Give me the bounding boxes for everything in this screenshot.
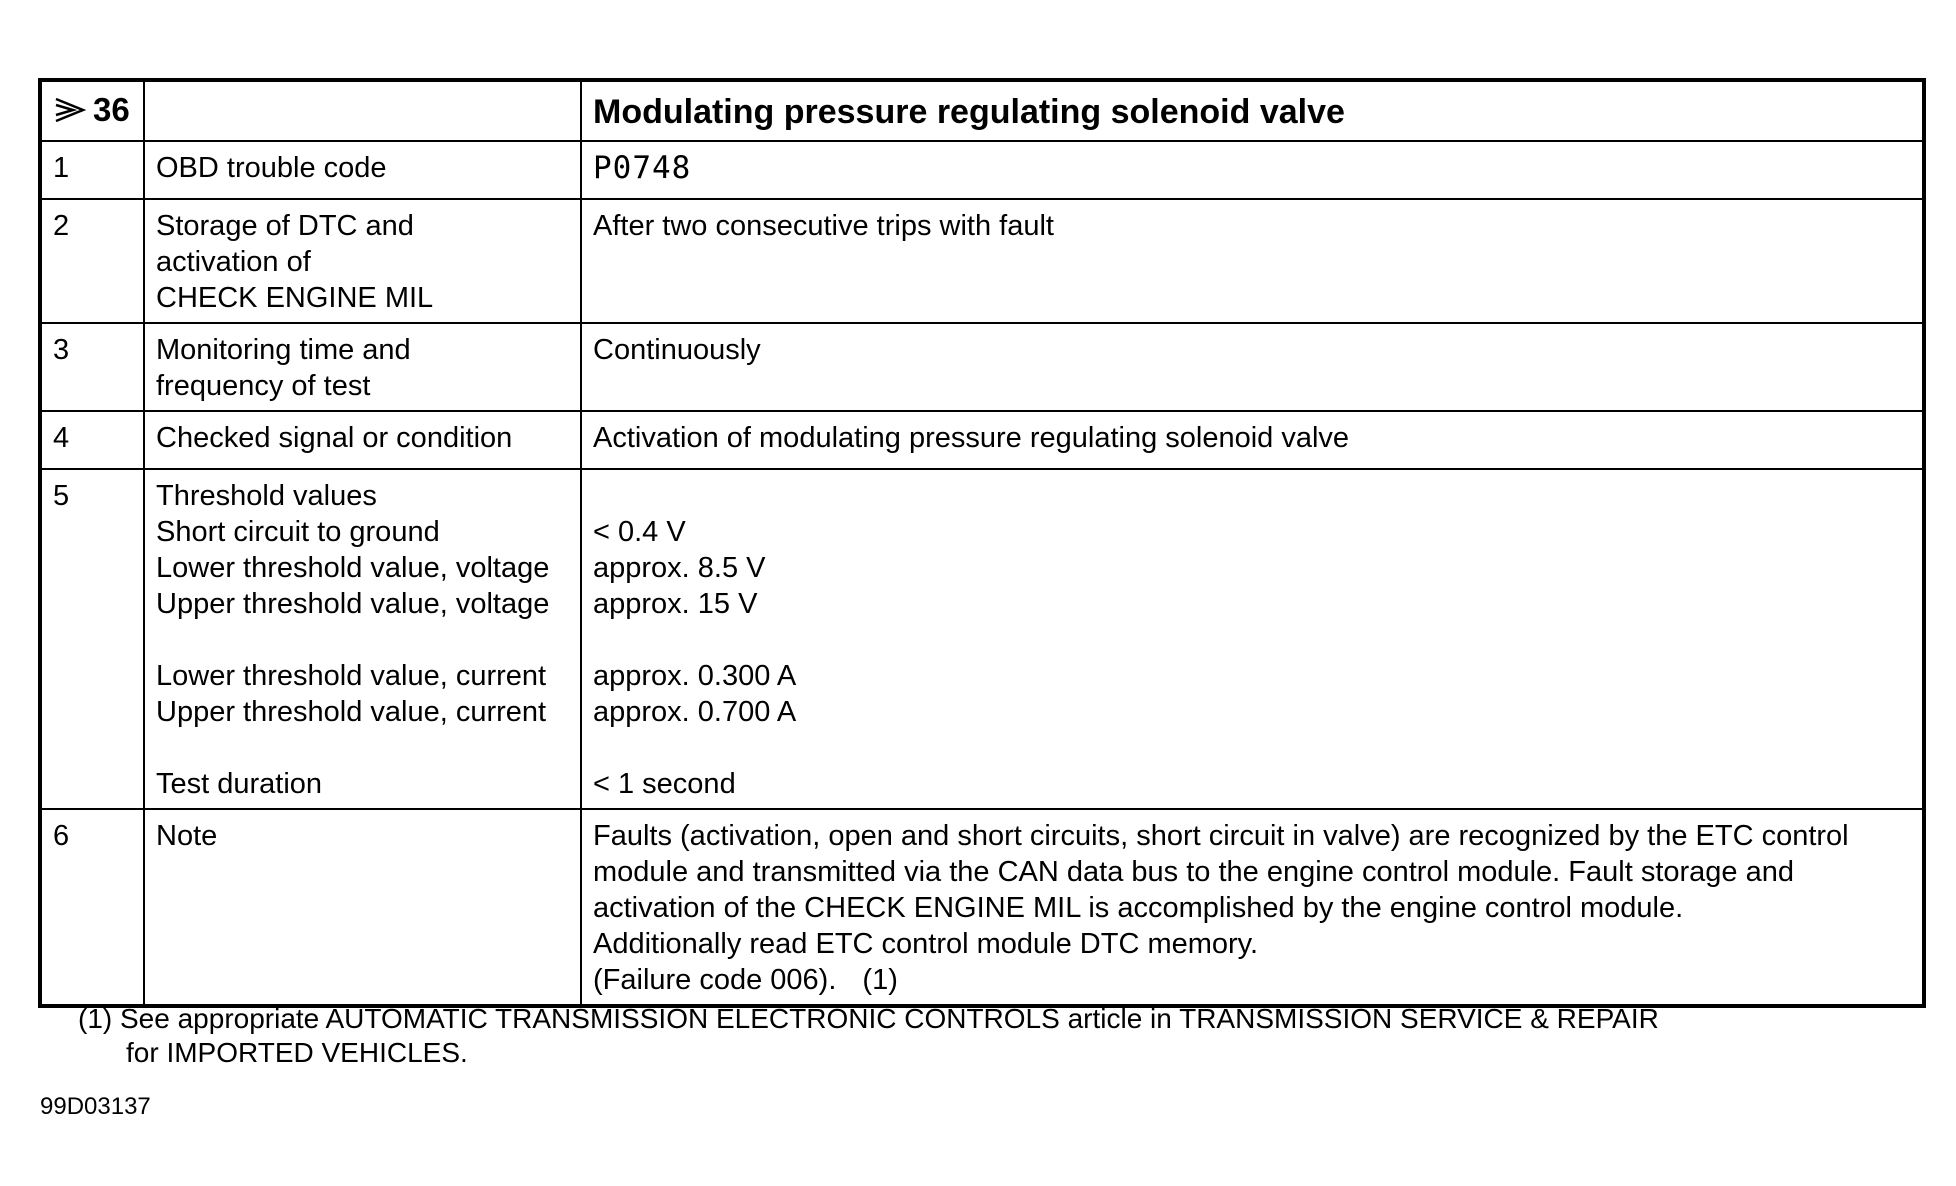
footnote-reference: (1) xyxy=(862,964,898,996)
header-title-cell xyxy=(581,80,1924,141)
obd-trouble-code: P0748 xyxy=(593,150,692,186)
row-number: 1 xyxy=(40,141,144,199)
header-empty-cell xyxy=(144,80,581,141)
row-label: OBD trouble code xyxy=(144,141,581,199)
row-value: After two consecutive trips with fault xyxy=(581,199,1924,323)
row-number: 2 xyxy=(40,199,144,323)
table-header-row xyxy=(40,80,1924,141)
row-number: 4 xyxy=(40,411,144,469)
row-value: < 0.4 V approx. 8.5 V approx. 15 V approx. 0.300 A approx. 0.700 A < 1 second xyxy=(581,469,1924,809)
header-number-cell xyxy=(40,80,144,141)
table-row xyxy=(40,809,1924,1006)
double-chevron-right-icon xyxy=(53,95,89,125)
table-row xyxy=(40,323,1924,411)
row-label: Storage of DTC and activation of CHECK ENGINE MIL xyxy=(144,199,581,323)
row-value xyxy=(581,141,1924,199)
row-value: Activation of modulating pressure regulating solenoid valve xyxy=(581,411,1924,469)
page-title: Modulating pressure regulating solenoid valve xyxy=(593,93,1345,131)
header-number: 36 xyxy=(93,91,130,128)
failure-code: (Failure code 006). xyxy=(593,964,837,996)
table-row xyxy=(40,469,1924,809)
row-label: Threshold values Short circuit to ground Lower threshold value, voltage Upper threshold value, voltage Lower threshold value, current Upper threshold value, current Test duration xyxy=(144,469,581,809)
row-number: 3 xyxy=(40,323,144,411)
row-value: Faults (activation, open and short circuits, short circuit in valve) are recognized by the ETC control module and transmitted via the CAN data bus to the engine control module. Fault storage and activation of the CHECK ENGINE MIL is accomplished by the engine control module. Additionally read ETC control module DTC memory. (Failure code 006). (1) xyxy=(581,809,1924,1006)
figure-id: 99D03137 xyxy=(40,1093,151,1120)
row-label: Checked signal or condition xyxy=(144,411,581,469)
row-label: Note xyxy=(144,809,581,1006)
table-row xyxy=(40,199,1924,323)
diagnostic-spec-table xyxy=(38,78,1926,1008)
row-number: 6 xyxy=(40,809,144,1006)
row-value: Continuously xyxy=(581,323,1924,411)
footnote: (1) See appropriate AUTOMATIC TRANSMISSION ELECTRONIC CONTROLS article in TRANSMISSION SERVICE & REPAIR for IMPORTED VEHICLES. xyxy=(78,1003,1659,1068)
table-row xyxy=(40,411,1924,469)
row-label: Monitoring time and frequency of test xyxy=(144,323,581,411)
row-number: 5 xyxy=(40,469,144,809)
table-row xyxy=(40,141,1924,199)
